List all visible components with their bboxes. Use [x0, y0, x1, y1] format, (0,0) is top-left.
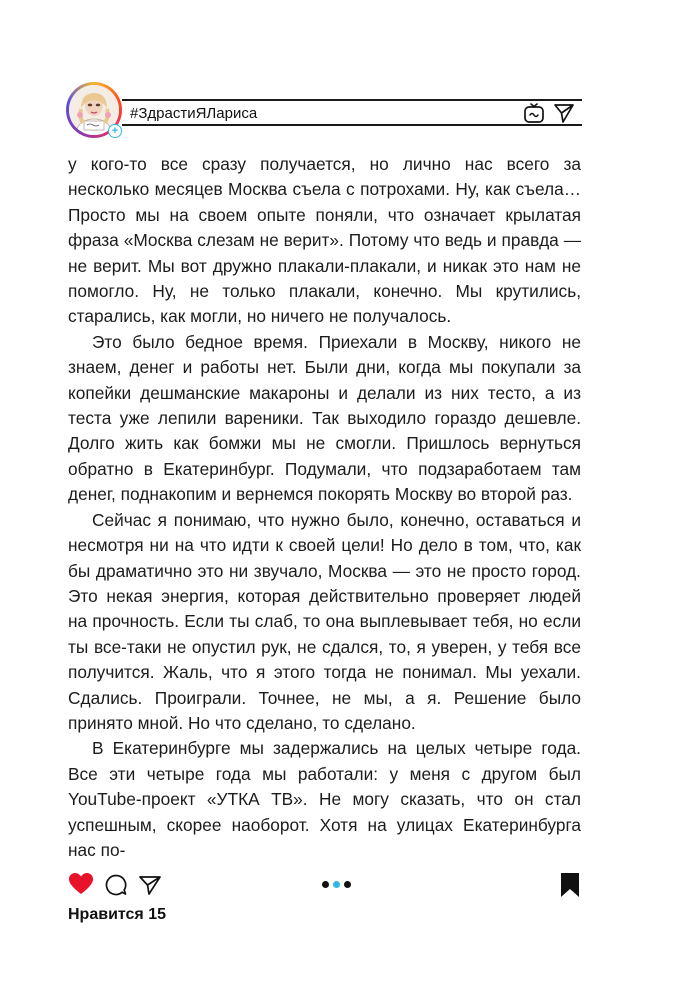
post-body [68, 152, 581, 863]
paragraph-1: у кого-то все сразу получается, но лично нас всего за несколько месяцев Москва съела с потрохами. Ну, как съела… Просто мы на своем опыте поняли, что означает крылатая фраза «Москва слезам не верит». Потому что ведь и правда — не верит. Мы вот дружно плакали-плакали, и никак это нам не помогло. Ну, не только плакали, конечно. Мы крутились, старались, как могли, но ничего не получалось. [68, 154, 581, 327]
header-top-rule [122, 99, 582, 101]
carousel-dot [344, 881, 351, 888]
paragraph-4: В Екатеринбурге мы задержались на целых четыре года. Все эти четыре года мы работали: у меня с другом был YouTube-проект «УТКА ТВ». Не могу сказать, что он стал успешным, скорее наоборот. Хотя на улицах Екатеринбурга нас по- [68, 738, 581, 860]
tv-icon[interactable] [522, 101, 546, 125]
heart-icon[interactable] [68, 872, 94, 896]
paragraph-2: Это было бедное время. Приехали в Москву, никого не знаем, денег и работы нет. Были дни, когда мы покупали за копейки дешманские макароны и делали из них тесто, а из теста уже лепили вареники. Так выходило гораздо дешевле. Долго жить как бомжи мы не смогли. Пришлось вернуться обратно в Екатеринбург. Подумали, что подзаработаем там денег, поднакопим и вернемся покорять Москву во второй раз. [68, 331, 581, 505]
likes-count[interactable]: Нравится 15 [68, 906, 166, 923]
post-header [66, 82, 582, 142]
comment-icon[interactable] [104, 873, 128, 897]
share-icon[interactable] [138, 873, 162, 897]
carousel-dot-active [333, 881, 340, 888]
paragraph-3: Сейчас я понимаю, что нужно было, конечно, оставаться и несмотря ни на что идти к своей цели! Но дело в том, что, как бы драматично это ни звучало, Москва — это не просто город. Это некая энергия, которая действительно проверяет людей на прочность. Если ты слаб, то она выплевывает тебя, но если ты все-таки не опустил рук, не сдался, то, я уверен, у тебя все получится. Жаль, что я этого тогда не понимал. Мы уехали. Сдались. Проиграли. Точнее, не мы, а я. Решение было принято мной. Но что сделано, то сделано. [68, 509, 581, 733]
header-bottom-rule [122, 124, 582, 126]
carousel-dot [322, 881, 329, 888]
send-icon[interactable] [552, 101, 576, 125]
add-story-icon[interactable]: + [108, 124, 122, 138]
avatar[interactable] [66, 82, 122, 138]
bookmark-icon[interactable] [560, 872, 580, 898]
username[interactable]: #ЗдрастиЯЛариса [130, 105, 258, 122]
